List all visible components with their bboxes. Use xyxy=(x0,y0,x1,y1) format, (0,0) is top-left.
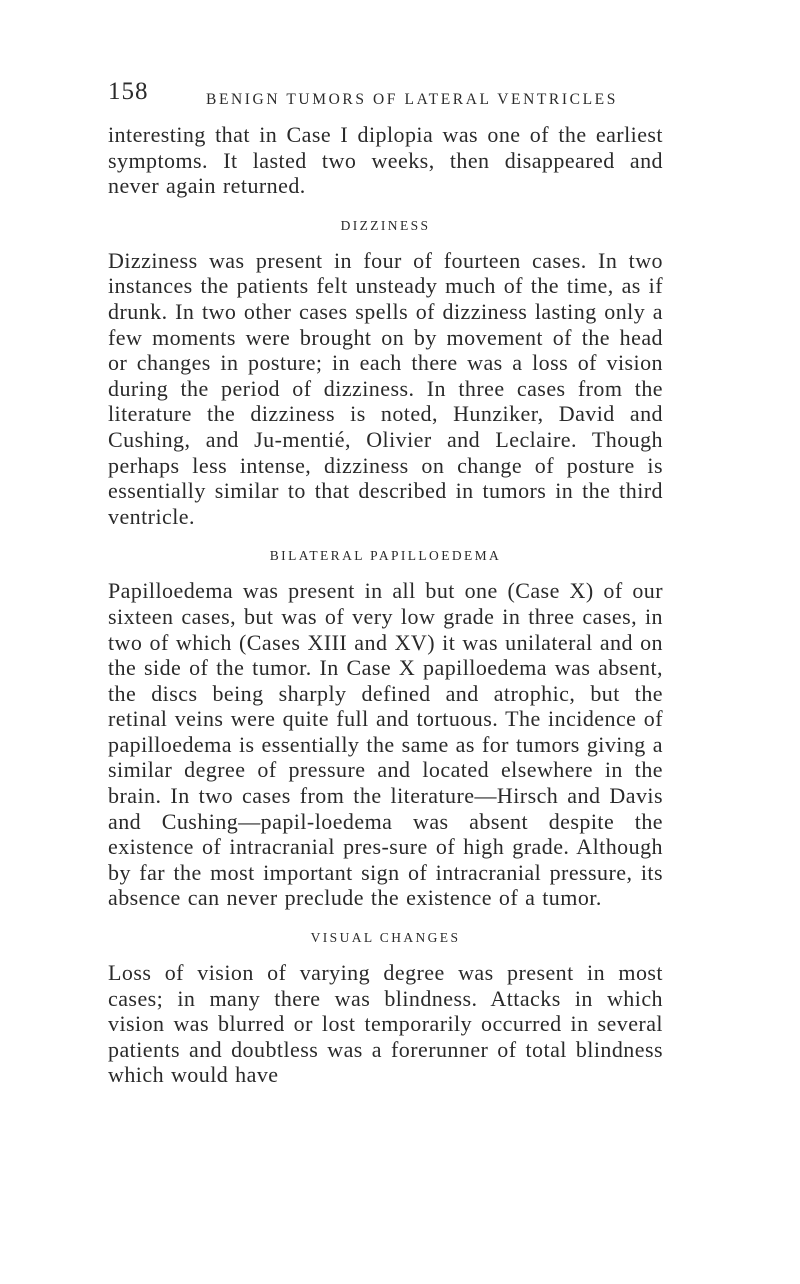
continuation-paragraph: interesting that in Case I diplopia was one of the earliest symptoms. It lasted two weeks, then disappeared and never again returned. xyxy=(108,122,663,199)
papilloedema-paragraph: Papilloedema was present in all but one (Case X) of our sixteen cases, but was of very low grade in three cases, in two of which (Cases XIII and XV) it was unilateral and on the side of the tumor. In Case X papilloedema was absent, the discs being sharply defined and atrophic, but the retinal veins were quite full and tortuous. The incidence of papilloedema is essentially the same as for tumors giving a similar degree of pressure and located elsewhere in the brain. In two cases from the literature—Hirsch and Davis and Cushing—papil-loedema was absent despite the existence of intracranial pres-sure of high grade. Although by far the most important sign of intracranial pressure, its absence can never preclude the existence of a tumor. xyxy=(108,578,663,911)
section-heading-visual-changes: VISUAL CHANGES xyxy=(310,930,461,946)
section-heading-dizziness: DIZZINESS xyxy=(340,217,431,233)
section-heading-bilateral-papilloedema: BILATERAL PAPILLOEDEMA xyxy=(269,548,502,564)
page-number: 158 xyxy=(108,78,149,105)
body-text xyxy=(108,122,663,1088)
visual-changes-paragraph: Loss of vision of varying degree was present in most cases; in many there was blindness. Attacks in which vision was blurred or lost temporarily occurred in several patients and doubtless was a forerunner of total blindness which would have xyxy=(108,960,663,1088)
running-title: BENIGN TUMORS OF LATERAL VENTRICLES xyxy=(206,91,618,108)
dizziness-paragraph: Dizziness was present in four of fourteen cases. In two instances the patients felt unsteady much of the time, as if drunk. In two other cases spells of dizziness lasting only a few moments were brought on by movement of the head or changes in posture; in each there was a loss of vision during the period of dizziness. In three cases from the literature the dizziness is noted, Hunziker, David and Cushing, and Ju-mentié, Olivier and Leclaire. Though perhaps less intense, dizziness on change of posture is essentially similar to that described in tumors in the third ventricle. xyxy=(108,247,663,529)
running-head xyxy=(108,78,698,118)
